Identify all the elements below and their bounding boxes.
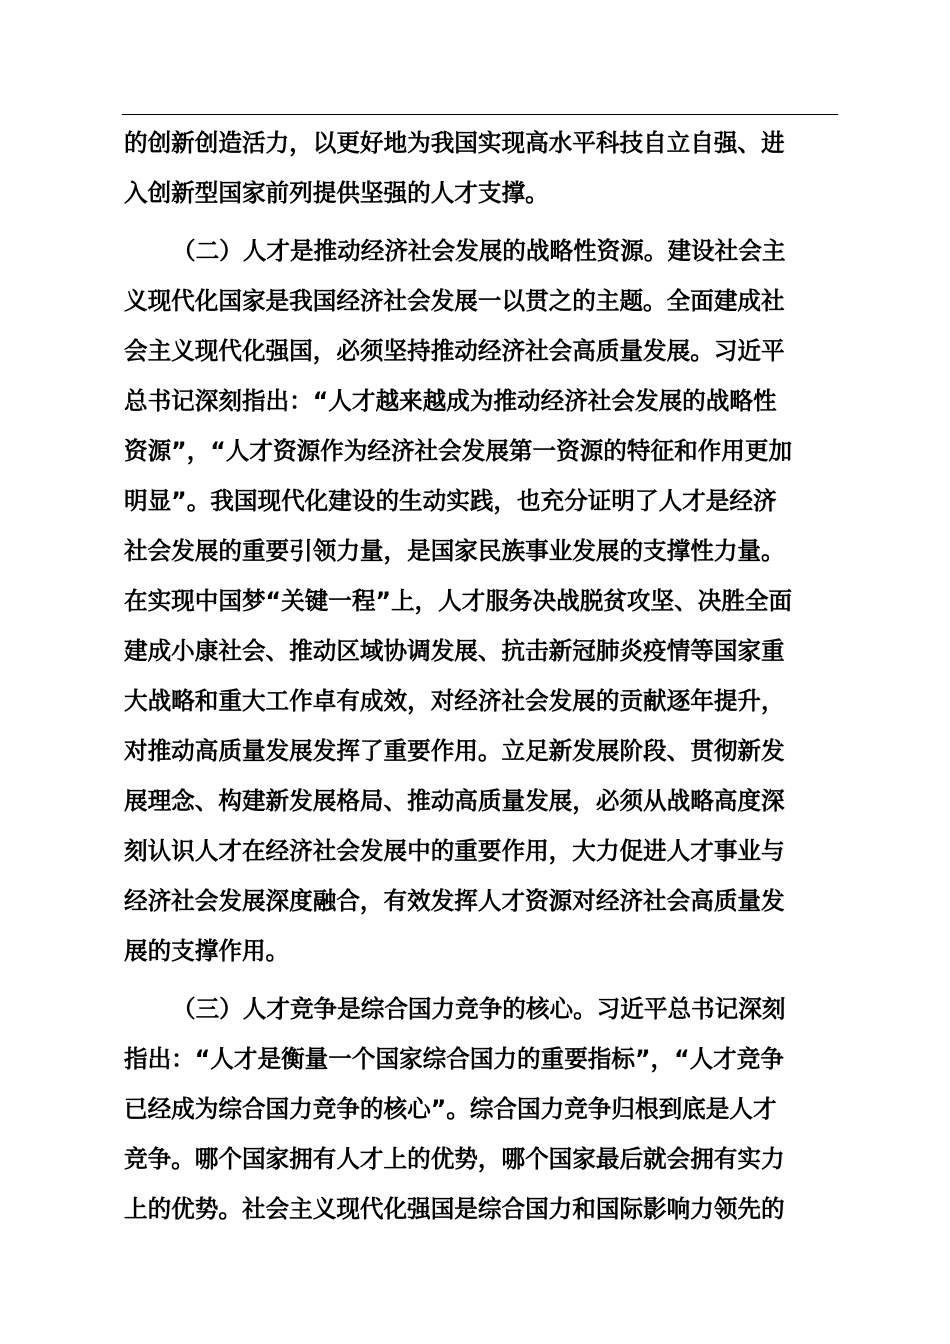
text-line: 建成小康社会、推动区域协调发展、抗击新冠肺炎疫情等国家重 xyxy=(124,637,785,665)
text-line: 明显”。我国现代化建设的生动实践，也充分证明了人才是经济 xyxy=(124,487,777,515)
text-line: 义现代化国家是我国经济社会发展一以贯之的主题。全面建成社 xyxy=(124,287,785,315)
text-line: 展理念、构建新发展格局、推动高质量发展，必须从战略高度深 xyxy=(124,787,785,815)
text-line: 已经成为综合国力竞争的核心”。综合国力竞争归根到底是人才 xyxy=(124,1095,777,1123)
text-line: 社会发展的重要引领力量，是国家民族事业发展的支撑性力量。 xyxy=(124,537,785,565)
text-line: 资源”，“人才资源作为经济社会发展第一资源的特征和作用更加 xyxy=(124,437,793,465)
text-line: 展的支撑作用。 xyxy=(124,937,290,965)
text-line: 上的优势。社会主义现代化强国是综合国力和国际影响力领先的 xyxy=(124,1195,785,1223)
text-line: 大战略和重大工作卓有成效，对经济社会发展的贡献逐年提升， xyxy=(124,687,785,715)
text-line: 会主义现代化强国，必须坚持推动经济社会高质量发展。习近平 xyxy=(124,337,785,365)
text-line: 刻认识人才在经济社会发展中的重要作用，大力促进人才事业与 xyxy=(124,837,785,865)
text-line: 在实现中国梦“关键一程”上，人才服务决战脱贫攻坚、决胜全面 xyxy=(124,587,793,615)
text-line: 对推动高质量发展发挥了重要作用。立足新发展阶段、贯彻新发 xyxy=(124,737,785,765)
text-line: 总书记深刻指出：“人才越来越成为推动经济社会发展的战略性 xyxy=(124,387,777,415)
text-line: 入创新型国家前列提供坚强的人才支撑。 xyxy=(124,179,549,207)
header-rule xyxy=(122,114,838,115)
text-line: 指出：“人才是衡量一个国家综合国力的重要指标”，“人才竞争 xyxy=(124,1045,784,1073)
paragraph-heading-3: （三）人才竞争是综合国力竞争的核心。习近平总书记深刻 xyxy=(172,995,786,1023)
text-line: 竞争。哪个国家拥有人才上的优势，哪个国家最后就会拥有实力 xyxy=(124,1145,785,1173)
text-line: 的创新创造活力，以更好地为我国实现高水平科技自立自强、进 xyxy=(124,129,785,157)
body-text xyxy=(124,118,844,1234)
text-line: 经济社会发展深度融合，有效发挥人才资源对经济社会高质量发 xyxy=(124,887,785,915)
paragraph-heading-2: （二）人才是推动经济社会发展的战略性资源。建设社会主 xyxy=(172,237,786,265)
